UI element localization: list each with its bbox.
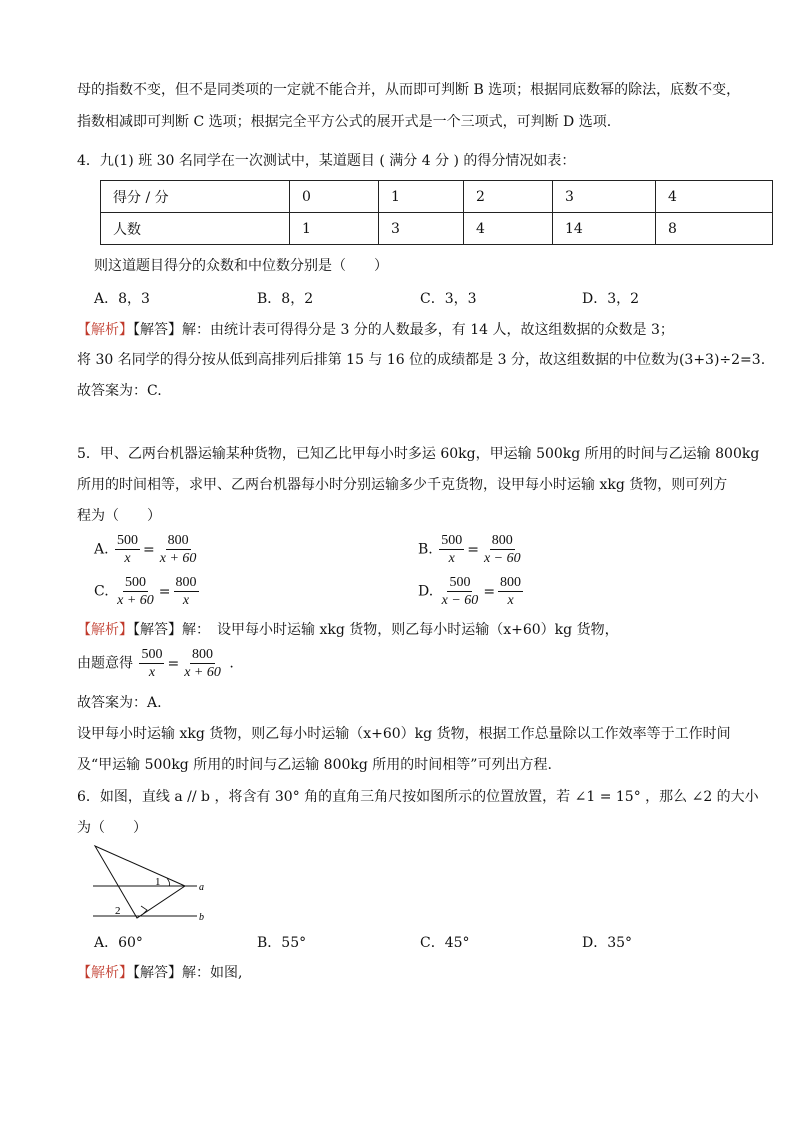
q6-option-a: A．60° (94, 935, 143, 951)
fraction (174, 574, 199, 609)
fraction (139, 646, 164, 681)
q5-stem-2: 所用的时间相等，求甲、乙两台机器每小时分别运输多少千克货物，设甲每小时运输 xkg 货物，则可列方 (77, 477, 728, 493)
equals-sign: = (483, 583, 496, 600)
analysis-tag: 【解析】 (77, 322, 133, 338)
equals-sign: = (158, 583, 171, 600)
q4-option-d: D．3，2 (582, 291, 640, 307)
option-label: A. (94, 541, 109, 558)
q5-solution-text: 【解答】解： 设甲每小时运输 xkg 货物，则乙每小时运输（x+60）kg 货物， (133, 622, 619, 638)
q4-solution-text: 【解答】解：由统计表可得得分是 3 分的人数最多，有 14 人，故这组数据的众数是 3； (133, 322, 674, 338)
numerator: 800 (500, 575, 522, 590)
denominator: x (507, 593, 514, 608)
table-cell: 0 (290, 181, 379, 213)
numerator: 800 (491, 533, 513, 548)
table-cell: 2 (464, 181, 553, 213)
numerator: 500 (141, 647, 163, 662)
label-1: 1 (155, 876, 161, 888)
q4-stem: 4．九(1) 班 30 名同学在一次测试中，某道题目 ( 满分 4 分 ) 的得分情况如表： (77, 153, 576, 169)
denominator: x + 60 (184, 665, 221, 680)
denominator: x − 60 (441, 593, 479, 608)
equals-sign: = (467, 541, 479, 558)
solution-suffix: . (229, 655, 234, 672)
q5-explain-1: 设甲每小时运输 xkg 货物，则乙每小时运输（x+60）kg 货物，根据工作总量除以工作效率等于工作时间 (77, 726, 731, 742)
option-label: C. (94, 583, 109, 600)
q4-option-c: C．3，3 (420, 291, 477, 307)
numerator: 500 (117, 533, 139, 548)
denominator: x + 60 (117, 593, 154, 608)
denominator: x (148, 665, 156, 680)
numerator: 800 (175, 575, 197, 590)
solution-prefix: 由题意得 (77, 655, 133, 672)
table-cell: 1 (290, 213, 379, 245)
triangle-ruler (95, 846, 185, 918)
label-2: 2 (115, 905, 121, 917)
analysis-tag: 【解析】 (77, 622, 133, 638)
denominator: x − 60 (483, 551, 521, 566)
table-row (101, 213, 773, 245)
numerator: 800 (192, 647, 214, 662)
q5-option-d (418, 574, 525, 609)
q6-option-c: C．45° (420, 935, 470, 951)
table-cell: 3 (379, 213, 464, 245)
fraction (439, 532, 464, 567)
table-cell: 1 (379, 181, 464, 213)
fraction (182, 646, 223, 681)
q4-answer: 故答案为：C. (77, 383, 162, 399)
equals-sign: = (167, 655, 180, 672)
fraction (498, 574, 523, 609)
fraction (158, 532, 199, 567)
table-cell: 人数 (101, 213, 290, 245)
denominator: x (182, 593, 190, 608)
numerator: 500 (441, 533, 463, 548)
numerator: 500 (124, 575, 146, 590)
q5-option-c (94, 574, 201, 609)
table-cell: 3 (553, 181, 656, 213)
fraction (482, 532, 523, 567)
table-cell: 8 (656, 213, 773, 245)
q5-option-a (94, 532, 200, 567)
q5-stem-3: 程为（ ） (77, 508, 161, 524)
q5-solution-line-1 (77, 620, 619, 640)
triangle-parallel-lines-figure (85, 840, 215, 930)
fraction (440, 574, 481, 609)
q6-stem-2: 为（ ） (77, 820, 147, 836)
label-a: a (199, 882, 204, 893)
table-cell: 4 (464, 213, 553, 245)
intro-line-1: 母的指数不变，但不是同类项的一定就不能合并，从而即可判断 B 选项；根据同底数幂的除法，底数不变， (77, 82, 741, 98)
q4-solution-line-2: 将 30 名同学的得分按从低到高排列后排第 15 与 16 位的成绩都是 3 分，故这组数据的中位数为(3+3)÷2=3. (77, 352, 766, 368)
table-row-header (101, 181, 773, 213)
q6-solution-text: 【解答】解：如图, (133, 965, 243, 981)
table-cell: 得分 / 分 (101, 181, 290, 213)
q4-question: 则这道题目得分的众数和中位数分别是（ ） (94, 258, 388, 274)
label-b: b (199, 912, 204, 923)
table-cell: 4 (656, 181, 773, 213)
table-cell: 14 (553, 213, 656, 245)
equals-sign: = (143, 541, 155, 558)
q4-option-b: B．8，2 (257, 291, 314, 307)
q5-option-b (418, 532, 525, 567)
q5-solution-line-2 (77, 646, 234, 681)
q5-stem-1: 5．甲、乙两台机器运输某种货物，已知乙比甲每小时多运 60kg，甲运输 500kg 所用的时间与乙运输 800kg (77, 446, 760, 462)
numerator: 500 (449, 575, 471, 590)
analysis-tag: 【解析】 (77, 965, 133, 981)
q4-option-a: A．8，3 (94, 291, 150, 307)
q6-option-b: B．55° (257, 935, 307, 951)
q4-solution-line-1 (77, 320, 674, 340)
denominator: x (124, 551, 131, 566)
fraction (115, 532, 140, 567)
score-table (100, 180, 773, 245)
intro-line-2: 指数相减即可判断 C 选项；根据完全平方公式的展开式是一个三项式，可判断 D 选项. (77, 114, 612, 130)
q6-stem-1: 6．如图，直线 a // b ，将含有 30° 角的直角三角尺按如图所示的位置放置，若 ∠1 = 15° ，那么 ∠2 的大小 (77, 789, 759, 805)
q6-option-d: D．35° (582, 935, 633, 951)
fraction (115, 574, 156, 609)
denominator: x + 60 (159, 551, 197, 566)
option-label: B. (418, 541, 433, 558)
q6-solution-line-1 (77, 963, 242, 983)
denominator: x (448, 551, 455, 566)
option-label: D. (418, 583, 434, 600)
q5-explain-2: 及“甲运输 500kg 所用的时间与乙运输 800kg 所用的时间相等”可列出方程. (77, 757, 552, 773)
numerator: 800 (167, 533, 189, 548)
q5-answer: 故答案为：A. (77, 695, 162, 711)
